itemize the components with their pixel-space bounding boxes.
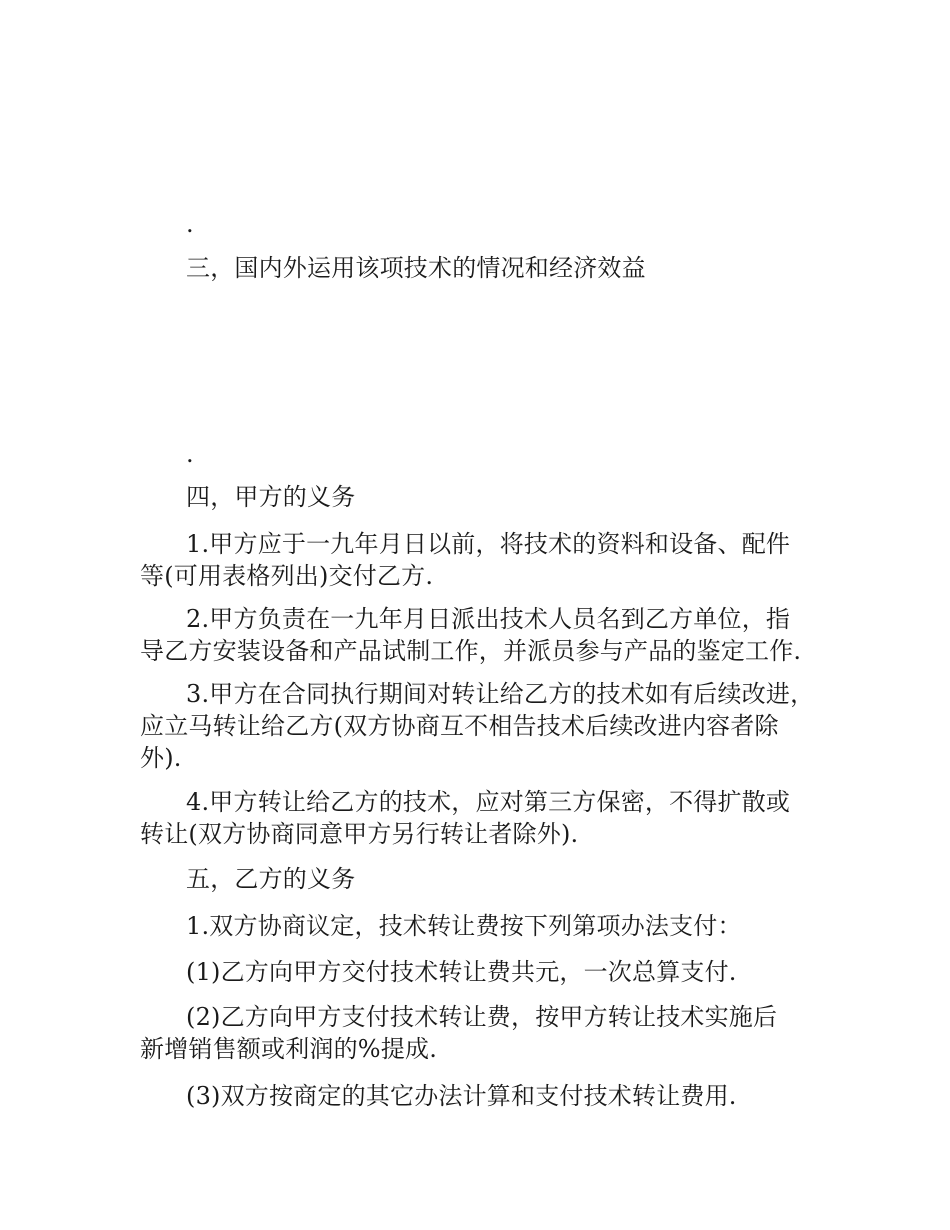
- item-5-1-option-3: (3)双方按商定的其它办法计算和支付技术转让费用.: [186, 1082, 737, 1110]
- item-5-1: 1.双方协商议定，技术转让费按下列第项办法支付：: [186, 912, 742, 940]
- section-4-heading: 四，甲方的义务: [186, 483, 356, 511]
- section-3-heading: 三，国内外运用该项技术的情况和经济效益: [186, 254, 646, 282]
- item-4-2-line-2: 导乙方安装设备和产品试制工作，并派员参与产品的鉴定工作.: [140, 637, 802, 665]
- item-4-4-line-2: 转让(双方协商同意甲方另行转让者除外).: [140, 820, 579, 848]
- item-5-1-option-2-line-1: (2)乙方向甲方支付技术转让费，按甲方转让技术实施后: [186, 1003, 778, 1031]
- separator-dot: .: [186, 210, 194, 238]
- item-5-1-option-1: (1)乙方向甲方交付技术转让费共元，一次总算支付.: [186, 958, 737, 986]
- separator-dot: .: [186, 440, 194, 468]
- item-4-3-line-3: 外).: [140, 744, 182, 772]
- item-4-3-line-1: 3.甲方在合同执行期间对转让给乙方的技术如有后续改进，: [186, 680, 815, 708]
- item-4-4-line-1: 4.甲方转让给乙方的技术，应对第三方保密，不得扩散或: [186, 788, 791, 816]
- item-4-1-line-1: 1.甲方应于一九年月日以前，将技术的资料和设备、配件: [186, 530, 791, 558]
- item-5-1-option-2-line-2: 新增销售额或利润的%提成.: [140, 1035, 438, 1063]
- item-4-3-line-2: 应立马转让给乙方(双方协商互不相告技术后续改进内容者除: [140, 712, 779, 740]
- item-4-1-line-2: 等(可用表格列出)交付乙方.: [140, 562, 434, 590]
- item-4-2-line-1: 2.甲方负责在一九年月日派出技术人员名到乙方单位，指: [186, 605, 791, 633]
- section-5-heading: 五，乙方的义务: [186, 865, 356, 893]
